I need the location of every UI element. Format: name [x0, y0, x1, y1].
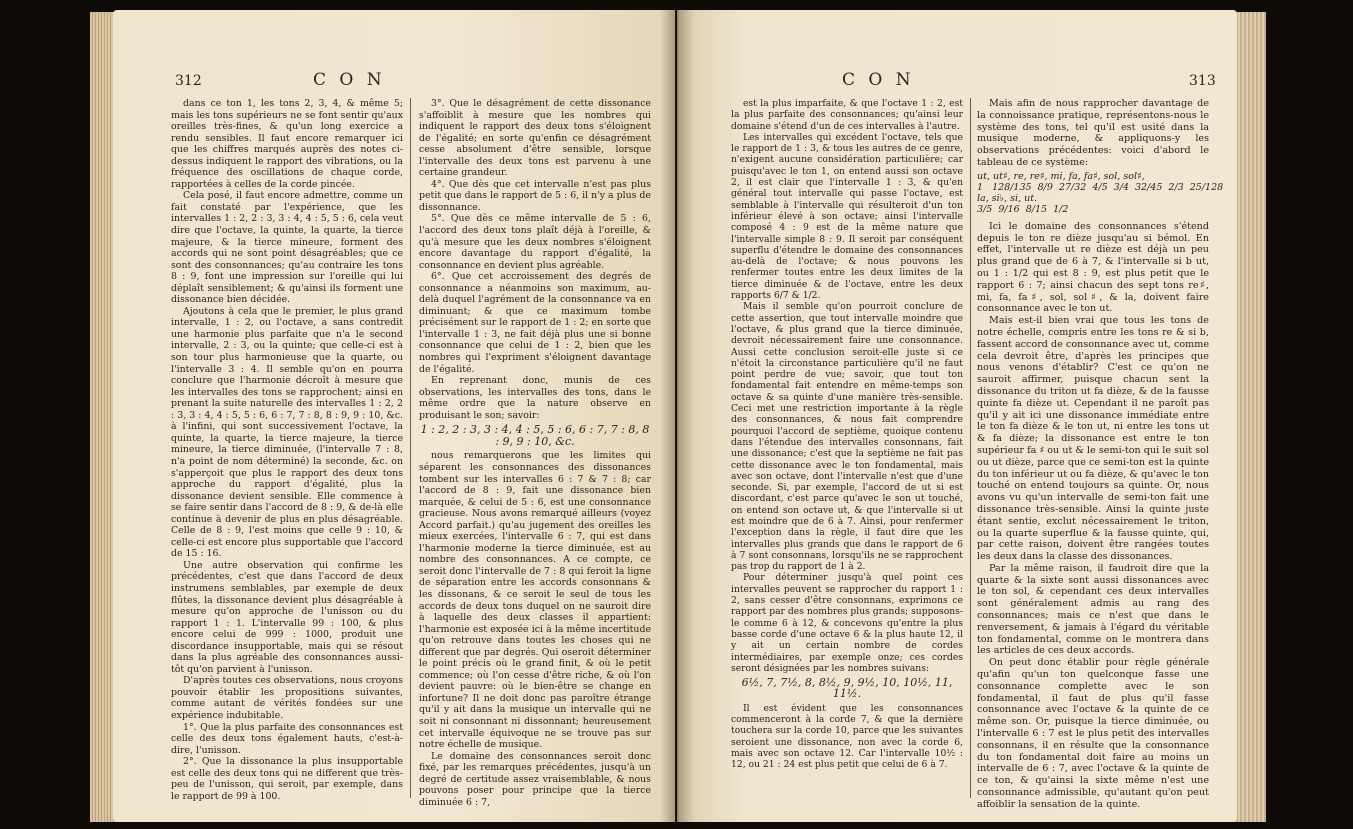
text-column-left-1	[171, 98, 403, 802]
running-head: C O N	[313, 70, 386, 90]
book-gutter	[660, 10, 694, 822]
paragraph: Ajoutons à cela que le premier, le plus grand intervalle, 1 : 2, ou l'octave, a sans contredit une harmonie plus parfaite que n'a le second intervalle, 2 : 3, ou la quinte; que celle-ci est à son tour plus harmonieuse que la quarte, ou l'intervalle 3 : 4. Il semble qu'on en pourra conclure que l'harmonie décroît à mesure que les intervalles des tons se rapprochent; ainsi en prenant la suite naturelle des intervalles 1 : 2, 2 : 3, 3 : 4, 4 : 5, 5 : 6, 6 : 7, 7 : 8, 8 : 9, 9 : 10, &c. à l'infini, qui sont successivement l'octave, la quinte, la quarte, la tierce majeure, la tierce mineure, la tierce diminuée, (l'intervalle 7 : 8, n'a point de nom déterminé) la seconde, &c. on s'apperçoit que plus le rapport des deux tons approche du rapport d'égalité, plus la dissonance devient sensible. Elle commence à se faire sentir dans l'accord de 8 : 9, & de-là elle continue à devenir de plus en plus désagréable. Celle de 8 : 9, l'est moins que celle 9 : 10, & celle-ci est encore plus supportable que l'accord de 15 : 16.	[171, 305, 403, 560]
paragraph: Une autre observation qui confirme les précédentes, c'est que dans l'accord de deux instrumens semblables, par exemple de deux flûtes, la dissonance devient plus désagréable à mesure qu'on approche de l'unisson ou du rapport 1 : 1. L'intervalle 99 : 100, & plus encore celui de 999 : 1000, produit une discordance insupportable, mais qui se résout dans la plus agréable des consonnances aussi-tôt qu'on parvient à l'unisson.	[171, 559, 403, 675]
paragraph: 4°. Que dès que cet intervalle n'est pas plus petit que dans le rapport de 5 : 6, il n'y a plus de dissonnance.	[419, 178, 651, 213]
tone-system-table: ut, ut♯, re, re♯, mi, fa, fa♯, sol, sol♯, 1 128/135 8/9 27/32 4/5 3/4 32/45 2/3 25/128 la, si♭, si, ut. 3/5 9/16 8/15 1/2	[977, 170, 1224, 215]
paragraph: D'après toutes ces observations, nous croyons pouvoir établir les propositions suivantes, comme autant de vérités fondées sur une expérience indubitable.	[171, 675, 403, 721]
paragraph: Pour déterminer jusqu'à quel point ces intervalles peuvent se rapprocher du rapport 1 : 2, sans cesser d'être consonnans, exprimons ce rapport par des nombres plus grands; supposons-le comme 6 à 12, & concevons qu'entre la plus basse corde d'une octave 6 & la plus haute 12, il y ait un certain nombre de cordes intermédiaires, par exemple onze; ces cordes seront désignées par les nombres suivans:	[731, 572, 963, 674]
page-number: 312	[175, 73, 202, 89]
running-head: C O N	[842, 70, 915, 90]
paragraph: Les intervalles qui excédent l'octave, tels que le rapport de 1 : 3, & tous les autres de ce genre, n'exigent aucune considération particulière; car puisqu'avec le ton 1, on entend aussi son octave 2, il est clair que l'intervalle 1 : 3, & qu'en général tout intervalle qui passe l'octave, est semblable à l'intervalle qui résulteroit d'un ton inférieur élevé à son octave; ainsi l'intervalle composé 4 : 9 est de la même nature que l'intervalle simple 8 : 9. Il seroit par conséquent superflu d'étendre le domaine des consonnances au-delà de l'octave; & nous pouvons les renfermer toutes entre les deux limites de la tierce diminuée & de l'octave, entre les deux rapports 6/7 & 1/2.	[731, 131, 963, 302]
page-number: 313	[1189, 73, 1216, 89]
column-divider	[410, 98, 411, 798]
paragraph: est la plus imparfaite, & que l'octave 1 : 2, est la plus parfaite des consonnances; qu'ainsi leur domaine s'étend d'un de ces intervalles à l'autre.	[731, 98, 963, 132]
paragraph: 5°. Que dès ce même intervalle de 5 : 6, l'accord des deux tons plaît déjà à l'oreille, & qu'à mesure que les deux nombres s'éloignent encore davantage du rapport d'égalité, la consonnance en devient plus agréable.	[419, 213, 651, 271]
paragraph: Par la même raison, il faudroit dire que la quarte & la sixte sont aussi dissonances avec le ton sol, & cependant ces deux intervalles sont généralement admis au rang des consonnances; mais ce n'est que dans le renversement, & jamais à l'égard du véritable ton fondamental, comme on le montrera dans les articles de ces deux accords.	[977, 562, 1209, 657]
paragraph: En reprenant donc, munis de ces observations, les intervalles des tons, dans le même ordre que la nature observe en produisant le son; savoir:	[419, 375, 651, 421]
right-page-edges	[1232, 12, 1266, 822]
paragraph: Il est évident que les consonnances commenceront à la corde 7, & que la dernière touchera sur la corde 10, parce que les suivantes seroient une dissonance, non avec la corde 6, mais avec son octave 12. Car l'intervalle 10½ : 12, ou 21 : 24 est plus petit que celui de 6 à 7.	[731, 702, 963, 771]
paragraph: nous remarquerons que les limites qui séparent les consonnances des dissonances tombent sur les intervalles 6 : 7 & 7 : 8; car l'accord de 8 : 9, fait une dissonance bien marquée, & celui de 5 : 6, est une consonnance gracieuse. Nous avons remarqué ailleurs (voyez Accord parfait.) qu'au jugement des oreilles les mieux exercées, l'intervalle 6 : 7, qui est dans l'harmonie moderne la tierce diminuée, est au nombre des consonnances. A ce compte, ce seroit donc l'intervalle de 7 : 8 qui feroit la ligne de séparation entre les accords consonnans & les dissonans, & ce seroit le seul de tous les accords de deux tons duquel on ne sauroit dire à laquelle des deux classes il appartient: l'harmonie est exposée ici à la même incertitude qu'on retrouve dans toutes les choses qui ne different que par degrés. Qui oseroit déterminer le point précis où le grand finit, & où le petit commence; où l'on cesse d'être riche, & où l'on devient pauvre: où le bien-être se change en infortune? Il ne doit donc pas paroître étrange qu'il y ait dans la musique un intervalle qui ne soit ni consonnant ni dissonnant; heureusement cet intervalle équivoque ne se trouve pas sur notre échelle de musique.	[419, 450, 651, 751]
text-column-left-2	[419, 98, 651, 808]
right-page	[677, 10, 1237, 822]
text-column-right-1	[731, 98, 963, 771]
column-divider	[970, 98, 971, 798]
paragraph: Ici le domaine des consonnances s'étend depuis le ton re dièze jusqu'au si bémol. En effet, l'intervalle ut re dièze est déjà un peu plus grand que de 6 à 7, & l'intervalle si b ut, ou 1 : 1/2 qui est 8 : 9, est plus petit que le rapport 6 : 7; ainsi chacun des sept tons re♯, mi, fa, fa♯, sol, sol♯, & la, doivent faire consonnance avec le ton ut.	[977, 220, 1209, 315]
interval-series: 1 : 2, 2 : 3, 3 : 4, 4 : 5, 5 : 6, 6 : 7, 7 : 8, 8 : 9, 9 : 10, &c.	[420, 423, 650, 448]
left-page	[113, 10, 675, 822]
paragraph: Mais il semble qu'on pourroit conclure de cette assertion, que tout intervalle moindre que l'octave, & plus grand que la tierce diminuée, devroit nécessairement faire une consonnance. Aussi cette conclusion seroit-elle juste si ce n'étoit la circonstance particulière qu'il ne faut point perdre de vue; savoir, que tout ton fondamental fait entendre en même-temps son octave & sa quinte d'une manière très-sensible. Ceci met une restriction importante à la règle des consonnances, & nous fait comprendre pourquoi l'accord de septième, quoique contenu dans l'étendue des intervalles consonnans, fait une dissonance; c'est que la septième ne fait pas cette dissonance avec le ton fondamental, mais avec son octave, dont l'intervalle n'est que d'une seconde. Si, par exemple, l'accord de ut si est discordant, c'est parce qu'avec le son ut touché, on entend son octave ut, & que l'intervalle si ut est moindre que de 6 à 7. Ainsi, pour renfermer l'exception dans la règle, il faut dire que les intervalles plus grands que dans le rapport de 6 à 7 sont consonnans, lorsqu'ils ne se rapprochent pas trop du rapport de 1 à 2.	[731, 301, 963, 573]
paragraph: 3°. Que le désagrément de cette dissonance s'affoiblit à mesure que les nombres qui indiquent le rapport des deux tons s'éloignent de l'égalité; en sorte qu'enfin ce désagrément cesse absolument d'être sensible, lorsque l'intervalle des deux tons est parvenu à une certaine grandeur.	[419, 98, 651, 179]
paragraph: dans ce ton 1, les tons 2, 3, 4, & même 5; mais les tons supérieurs ne se font sentir qu'aux oreilles très-fines, & qu'un long exercice a rendu sensibles. Il faut encore remarquer ici que les chiffres marqués auprès des notes ci-dessus indiquent le rapport des vibrations, ou la fréquence des oscillations de chaque corde, rapportées à celles de la corde pincée.	[171, 98, 403, 190]
paragraph: Mais est-il bien vrai que tous les tons de notre échelle, compris entre les tons re & si b, fassent accord de consonnance avec ut, comme cela devroit être, d'après les principes que nous venons d'établir? C'est ce qu'on ne sauroit affirmer, puisque chacun sent la dissonance du triton ut fa dièze, & de la fausse quinte fa dièze ut. Cependant il ne paroît pas qu'il y ait ici une dissonance immédiate entre le ton fa dièze & le ton ut, ni entre les tons ut & fa dièze; la dissonance est entre le ton supérieur fa ♯ ou ut & le semi-ton qui le suit sol ou ut dièze, parce que ce semi-ton est la quinte du ton inférieur ut ou fa dièze, & qu'avec le ton touché on entend toujours sa quinte. Or, nous avons vu qu'un intervalle de semi-ton fait une dissonance très-sensible. Ainsi la quinte juste étant sentie, exclut nécessairement le triton, ou la quarte superflue & la fausse quinte, qui, par cette raison, doivent être rangées toutes les deux dans la classe des dissonances.	[977, 315, 1209, 563]
string-series: 6½, 7, 7½, 8, 8½, 9, 9½, 10, 10½, 11, 11½.	[741, 676, 953, 701]
paragraph: 2°. Que la dissonance la plus insupportable est celle des deux tons qui ne different que très-peu de l'unisson, qui seroit, par exemple, dans le rapport de 99 à 100.	[171, 756, 403, 802]
paragraph: On peut donc établir pour règle générale qu'afin qu'un ton quelconque fasse une consonnance complette avec le son fondamental, il faut de plus qu'il fasse consonnance avec l'octave & la quinte de ce même son. Or, puisque la tierce diminuée, ou l'intervalle 6 : 7 est le plus petit des intervalles consonnans, il en résulte que la consonnance du ton fondamental doit faire au moins un intervalle de 6 : 7, avec l'octave & la quinte de ce ton, & qu'ainsi la sixte même n'est une consonnance admissible, qu'autant qu'on peut affoiblir la sensation de la quinte.	[977, 657, 1209, 810]
paragraph: 6°. Que cet accroissement des degrés de consonnance a néanmoins son maximum, au-delà duquel l'agrément de la consonnance va en diminuant; & que ce maximum tombe précisément sur le rapport de 1 : 2; en sorte que l'intervalle 1 : 3, ne fait déjà plus une si bonne consonnance que celui de 1 : 2, bien que les nombres qui l'expriment s'éloignent davantage de l'égalité.	[419, 271, 651, 375]
paragraph: Mais afin de nous rapprocher davantage de la connoissance pratique, représentons-nous le système des tons, tel qu'il est usité dans la musique moderne, & appliquons-y les observations précédentes: voici d'abord le tableau de ce système:	[977, 98, 1209, 168]
text-column-right-2	[977, 98, 1224, 811]
paragraph: 1°. Que la plus parfaite des consonnances est celle des deux tons également hauts, c'est-à-dire, l'unisson.	[171, 721, 403, 756]
paragraph: Le domaine des consonnances seroit donc fixé, par les remarques précédentes, jusqu'à un degré de certitude assez vraisemblable, & nous pouvons poser pour principe que la tierce diminuée 6 : 7,	[419, 750, 651, 808]
paragraph: Cela posé, il faut encore admettre, comme un fait constaté par l'expérience, que les intervalles 1 : 2, 2 : 3, 3 : 4, 4 : 5, 5 : 6, cela veut dire que l'octave, la quinte, la quarte, la tierce majeure, & la tierce mineure, forment des accords qui ne sont point désagréables; que ce sont des consonnances; qu'au contraire les tons 8 : 9, font une impression sur l'oreille qui lui déplaît sensiblement; & qu'ainsi ils forment une dissonance bien décidée.	[171, 190, 403, 306]
